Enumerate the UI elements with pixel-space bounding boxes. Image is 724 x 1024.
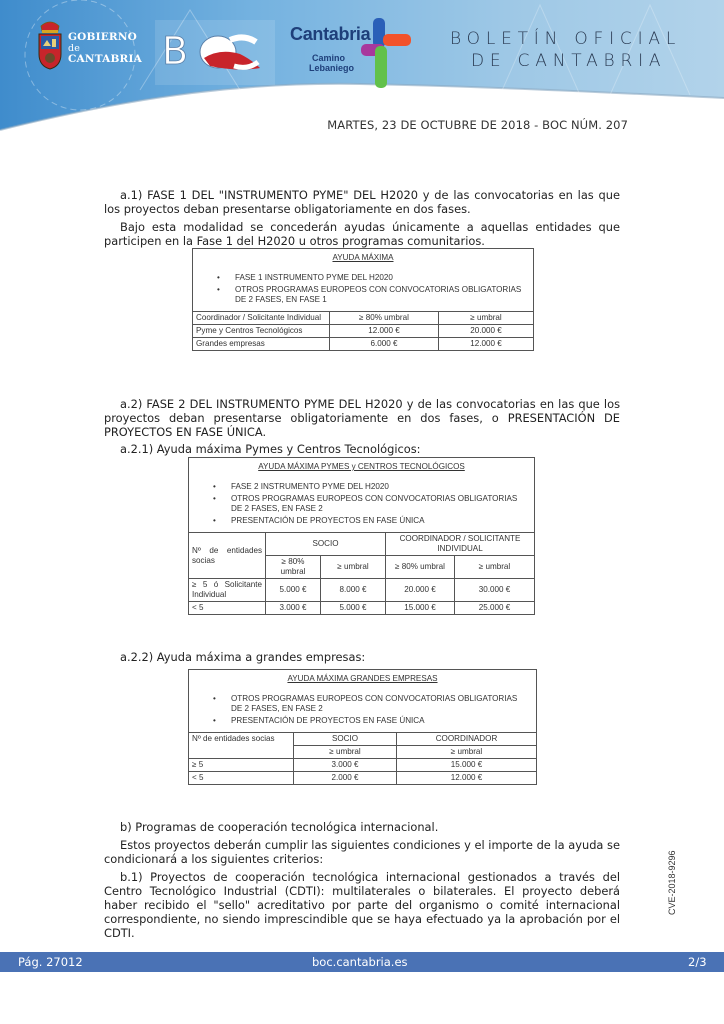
bulletin-title — [450, 28, 681, 72]
section-a21-heading: a.2.1) Ayuda máxima Pymes y Centros Tecnológicos: — [120, 442, 421, 456]
table1-cell: 20.000 € — [439, 325, 534, 338]
table2-row-header: Nº de entidades socias — [189, 533, 266, 579]
cantabria-camino-lebaniego-logo — [285, 18, 415, 88]
table1-cell: 6.000 € — [330, 338, 439, 351]
table2-group-socio: SOCIO — [266, 533, 386, 556]
table2-cell: 5.000 € — [266, 579, 321, 602]
table2-subheader: ≥ 80% umbral — [386, 556, 455, 579]
section-a2 — [104, 397, 620, 456]
table2-group-header-row — [189, 533, 535, 556]
table3-cell: < 5 — [189, 772, 294, 785]
table1-title: AYUDA MÁXIMA — [332, 253, 394, 262]
table2-cell: 5.000 € — [321, 602, 386, 615]
footer-page-count: 2/3 — [688, 955, 707, 969]
table2-cell: 20.000 € — [386, 579, 455, 602]
table3-cell: 3.000 € — [294, 759, 397, 772]
table3-title: AYUDA MÁXIMA GRANDES EMPRESAS — [287, 674, 438, 683]
camino-word: Camino — [311, 53, 345, 63]
table3-empty-cell — [189, 746, 294, 759]
bulletin-title-line2: DE CANTABRIA — [471, 51, 667, 71]
table2-bullet: • OTROS PROGRAMAS EUROPEOS CON CONVOCATORIAS OBLIGATORIAS DE 2 FASES, EN FASE 2 — [207, 494, 526, 514]
section-a2-heading: a.2) FASE 2 DEL INSTRUMENTO PYME DEL H2020 y de las convocatorias en las que los proyectos deban presentarse obligatoriamente en dos fases, o PRESENTACIÓN DE PROYECTOS EN FASE ÚNICA. — [104, 397, 620, 439]
table3-bullet: • OTROS PROGRAMAS EUROPEOS CON CONVOCATORIAS OBLIGATORIAS DE 2 FASES, EN FASE 2 — [207, 694, 528, 714]
table1-cell: 12.000 € — [330, 325, 439, 338]
table3-cell: ≥ 5 — [189, 759, 294, 772]
table-row — [193, 325, 534, 338]
table-row — [189, 759, 537, 772]
section-b-heading: b) Programas de cooperación tecnológica internacional. — [120, 820, 439, 834]
gobierno-de-cantabria-logo — [37, 20, 177, 75]
table2-group-coordinador: COORDINADOR / SOLICITANTE INDIVIDUAL — [386, 533, 535, 556]
table2-cell: 30.000 € — [455, 579, 535, 602]
table2-subheader: ≥ 80% umbral — [266, 556, 321, 579]
table3-cell: 15.000 € — [397, 759, 537, 772]
table2-subheader: ≥ umbral — [321, 556, 386, 579]
table3-bullet: • PRESENTACIÓN DE PROYECTOS EN FASE ÚNICA — [207, 716, 528, 726]
table1-col-header: ≥ umbral — [439, 312, 534, 325]
section-a1-body: Bajo esta modalidad se concederán ayudas únicamente a aquellas entidades que participen en la Fase 1 del H2020 u otros programas comunitarios. — [104, 220, 620, 248]
boc-logo — [160, 26, 270, 76]
table3-cell: 2.000 € — [294, 772, 397, 785]
dateline: MARTES, 23 DE OCTUBRE DE 2018 - BOC NÚM. 207 — [327, 118, 628, 132]
table1-bullet: • OTROS PROGRAMAS EUROPEOS CON CONVOCATORIAS OBLIGATORIAS DE 2 FASES, EN FASE 1 — [211, 285, 525, 305]
table3-header-cell — [189, 670, 537, 733]
table3-subheader: ≥ umbral — [294, 746, 397, 759]
table-row — [189, 579, 535, 602]
table3-group-coordinador: COORDINADOR — [397, 733, 537, 746]
gobierno-line2: de — [68, 43, 81, 54]
table2-header-cell — [189, 458, 535, 533]
table2-cell: 3.000 € — [266, 602, 321, 615]
table1-cell: 12.000 € — [439, 338, 534, 351]
table2-subheader: ≥ umbral — [455, 556, 535, 579]
cve-code: CVE-2018-9296 — [667, 850, 677, 915]
table1-col-header: Coordinador / Solicitante Individual — [193, 312, 330, 325]
table1-cell: Grandes empresas — [193, 338, 330, 351]
table-row — [189, 602, 535, 615]
table3-row-header: Nº de entidades socias — [189, 733, 294, 746]
section-a22 — [104, 650, 620, 664]
table2-bullet: • FASE 2 INSTRUMENTO PYME DEL H2020 — [207, 482, 526, 492]
cantabria-word: Cantabria — [290, 24, 371, 44]
table2-cell: 8.000 € — [321, 579, 386, 602]
lebaniego-word: Lebaniego — [309, 63, 355, 73]
table2-cell: 25.000 € — [455, 602, 535, 615]
bulletin-title-line1: BOLETÍN OFICIAL — [450, 29, 682, 49]
cross-emblem-icon — [357, 18, 417, 88]
table2-cell: < 5 — [189, 602, 266, 615]
page-footer — [0, 952, 724, 972]
boc-emblem-icon — [160, 26, 270, 76]
table2-bullet: • PRESENTACIÓN DE PROYECTOS EN FASE ÚNICA — [207, 516, 526, 526]
gobierno-line1: GOBIERNO — [68, 31, 137, 43]
table1-col-header: ≥ 80% umbral — [330, 312, 439, 325]
table1-bullet: • FASE 1 INSTRUMENTO PYME DEL H2020 — [211, 273, 525, 283]
section-a1-heading: a.1) FASE 1 DEL "INSTRUMENTO PYME" DEL H2020 y de las convocatorias en las que los proyectos deban presentarse obligatoriamente en dos fases. — [104, 188, 620, 216]
table-row — [193, 338, 534, 351]
table1-header-cell — [193, 249, 534, 312]
svg-text:B: B — [162, 29, 189, 73]
footer-page-number: Pág. 27012 — [18, 955, 83, 969]
section-a22-heading: a.2.2) Ayuda máxima a grandes empresas: — [120, 650, 366, 664]
table3-subheader-row — [189, 746, 537, 759]
table1-cell: Pyme y Centros Tecnológicos — [193, 325, 330, 338]
table2-cell: ≥ 5 ó Solicitante Individual — [189, 579, 266, 602]
table3-group-socio: SOCIO — [294, 733, 397, 746]
coat-of-arms-icon — [37, 20, 63, 70]
table3-cell: 12.000 € — [397, 772, 537, 785]
table1-header-row — [193, 312, 534, 325]
table3-group-header-row — [189, 733, 537, 746]
table-row — [189, 772, 537, 785]
table-ayuda-grandes-empresas — [188, 669, 537, 785]
section-a1 — [104, 188, 620, 248]
table-ayuda-maxima — [192, 248, 534, 351]
section-b-body: Estos proyectos deberán cumplir las siguientes condiciones y el importe de la ayuda se condicionará a los siguientes criterios: — [104, 838, 620, 866]
section-b — [104, 820, 620, 940]
table2-title: AYUDA MÁXIMA PYMES y CENTROS TECNOLÓGICOS — [258, 462, 465, 471]
page-header — [0, 0, 724, 135]
section-b1-body: b.1) Proyectos de cooperación tecnológica internacional gestionados a través del Centro Tecnológico Industrial (CDTI): multilaterales o bilaterales. El proyecto deberá haber recibido el "sello" acreditativo por parte del organismo o comité internacional correspondiente, no siendo imprescindible que se haya efectuado ya la aprobación por el CDTI. — [104, 870, 620, 940]
camino-lebaniego-text — [309, 53, 355, 73]
table-ayuda-pymes — [188, 457, 535, 615]
gobierno-line3: CANTABRIA — [68, 53, 142, 65]
footer-site-link[interactable]: boc.cantabria.es — [312, 955, 408, 969]
table3-subheader: ≥ umbral — [397, 746, 537, 759]
table2-cell: 15.000 € — [386, 602, 455, 615]
